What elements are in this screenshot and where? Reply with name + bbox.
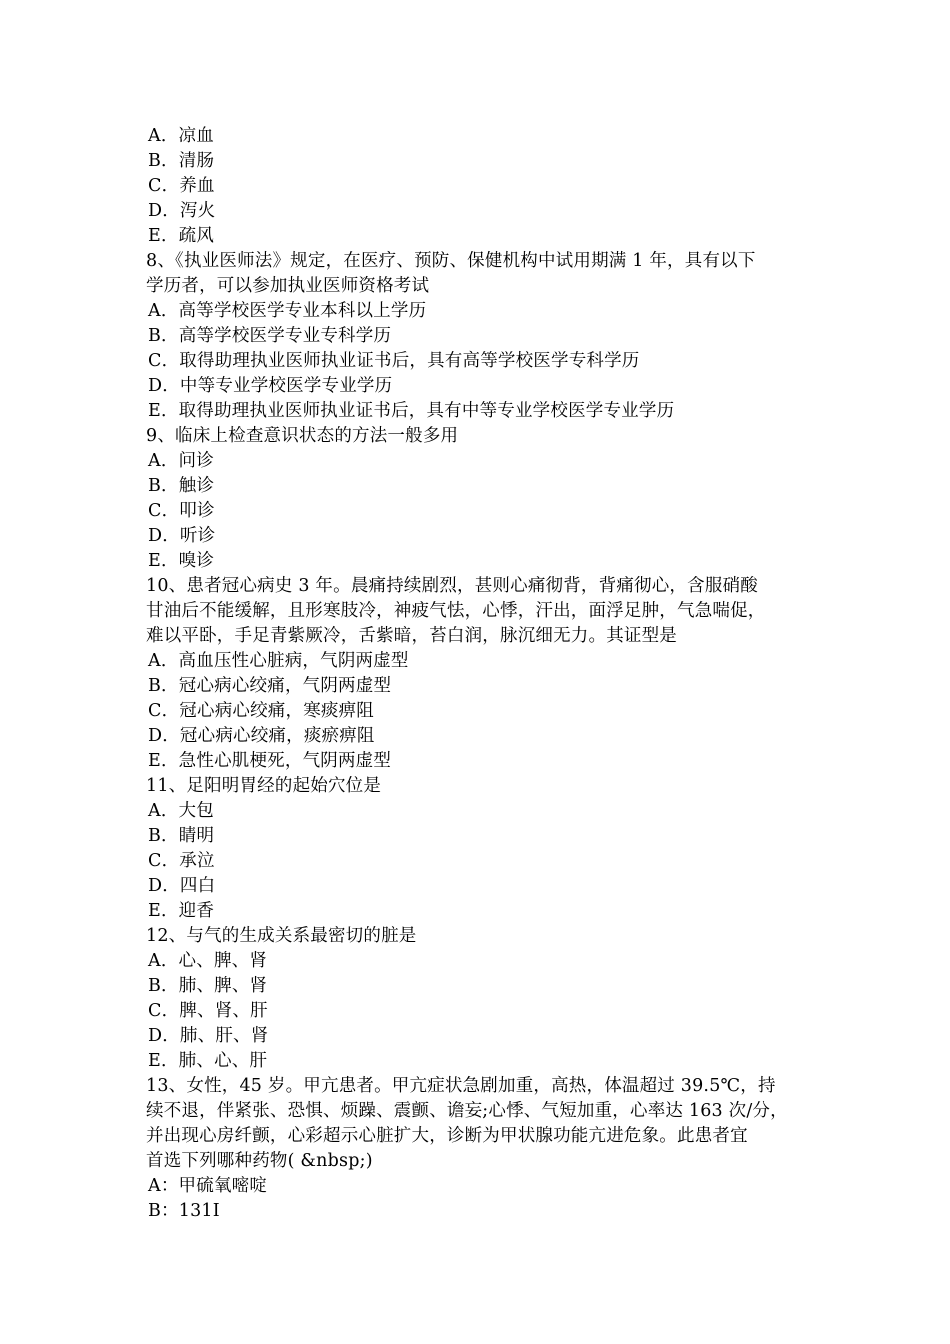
question-text-line: 续不退，伴紧张、恐惧、烦躁、震颤、谵妄;心悸、气短加重，心率达 163 次/分， <box>146 1101 788 1121</box>
answer-option: B：131I <box>148 1201 220 1221</box>
answer-option: D．四白 <box>148 876 216 896</box>
answer-option: D．肺、肝、肾 <box>148 1026 269 1046</box>
answer-option: E．疏风 <box>148 226 215 246</box>
question-text-line: 8、《执业医师法》规定，在医疗、预防、保健机构中试用期满 1 年，具有以下 <box>146 251 756 271</box>
answer-option: B．高等学校医学专业专科学历 <box>148 326 392 346</box>
answer-option: A．心、脾、肾 <box>148 951 268 971</box>
answer-option: B．肺、脾、肾 <box>148 976 268 996</box>
answer-option: C．承泣 <box>148 851 215 871</box>
question-text-line: 并出现心房纤颤，心彩超示心脏扩大，诊断为甲状腺功能亢进危象。此患者宜 <box>146 1126 748 1146</box>
answer-option: D．冠心病心绞痛，痰瘀痹阻 <box>148 726 375 746</box>
question-text-line: 11、足阳明胃经的起始穴位是 <box>146 776 382 796</box>
question-text-line: 难以平卧，手足青紫厥冷，舌紫暗，苔白润，脉沉细无力。其证型是 <box>146 626 677 646</box>
answer-option: C．脾、肾、肝 <box>148 1001 268 1021</box>
answer-option: D．泻火 <box>148 201 216 221</box>
answer-option: E．取得助理执业医师执业证书后，具有中等专业学校医学专业学历 <box>148 401 675 421</box>
answer-option: A．问诊 <box>148 451 214 471</box>
answer-option: D．听诊 <box>148 526 216 546</box>
answer-option: A：甲硫氧嘧啶 <box>148 1176 268 1196</box>
answer-option: B．睛明 <box>148 826 215 846</box>
answer-option: E．急性心肌梗死，气阴两虚型 <box>148 751 392 771</box>
answer-option: E．嗅诊 <box>148 551 215 571</box>
answer-option: B．清肠 <box>148 151 215 171</box>
answer-option: A．大包 <box>148 801 214 821</box>
answer-option: B．冠心病心绞痛，气阴两虚型 <box>148 676 392 696</box>
question-text-line: 13、女性，45 岁。甲亢患者。甲亢症状急剧加重，高热，体温超过 39.5℃，持 <box>146 1076 776 1096</box>
answer-option: C．取得助理执业医师执业证书后，具有高等学校医学专科学历 <box>148 351 640 371</box>
answer-option: E．迎香 <box>148 901 215 921</box>
answer-option: E．肺、心、肝 <box>148 1051 268 1071</box>
question-text-line: 甘油后不能缓解，且形寒肢冷，神疲气怯，心悸，汗出，面浮足肿，气急喘促， <box>146 601 766 621</box>
question-text-line: 12、与气的生成关系最密切的脏是 <box>146 926 417 946</box>
answer-option: C．冠心病心绞痛，寒痰痹阻 <box>148 701 374 721</box>
answer-option: A．高等学校医学专业本科以上学历 <box>148 301 427 321</box>
answer-option: C．叩诊 <box>148 501 215 521</box>
answer-option: B．触诊 <box>148 476 215 496</box>
answer-option: C．养血 <box>148 176 215 196</box>
question-text-line: 学历者，可以参加执业医师资格考试 <box>146 276 430 296</box>
answer-option: D．中等专业学校医学专业学历 <box>148 376 393 396</box>
document-body <box>146 124 826 1224</box>
answer-option: A．凉血 <box>148 126 214 146</box>
question-text-line: 首选下列哪种药物( &nbsp;) <box>146 1151 373 1171</box>
question-text-line: 9、临床上检查意识状态的方法一般多用 <box>146 426 459 446</box>
question-text-line: 10、患者冠心病史 3 年。晨痛持续剧烈，甚则心痛彻背，背痛彻心，含服硝酸 <box>146 576 758 596</box>
answer-option: A．高血压性心脏病，气阴两虚型 <box>148 651 409 671</box>
